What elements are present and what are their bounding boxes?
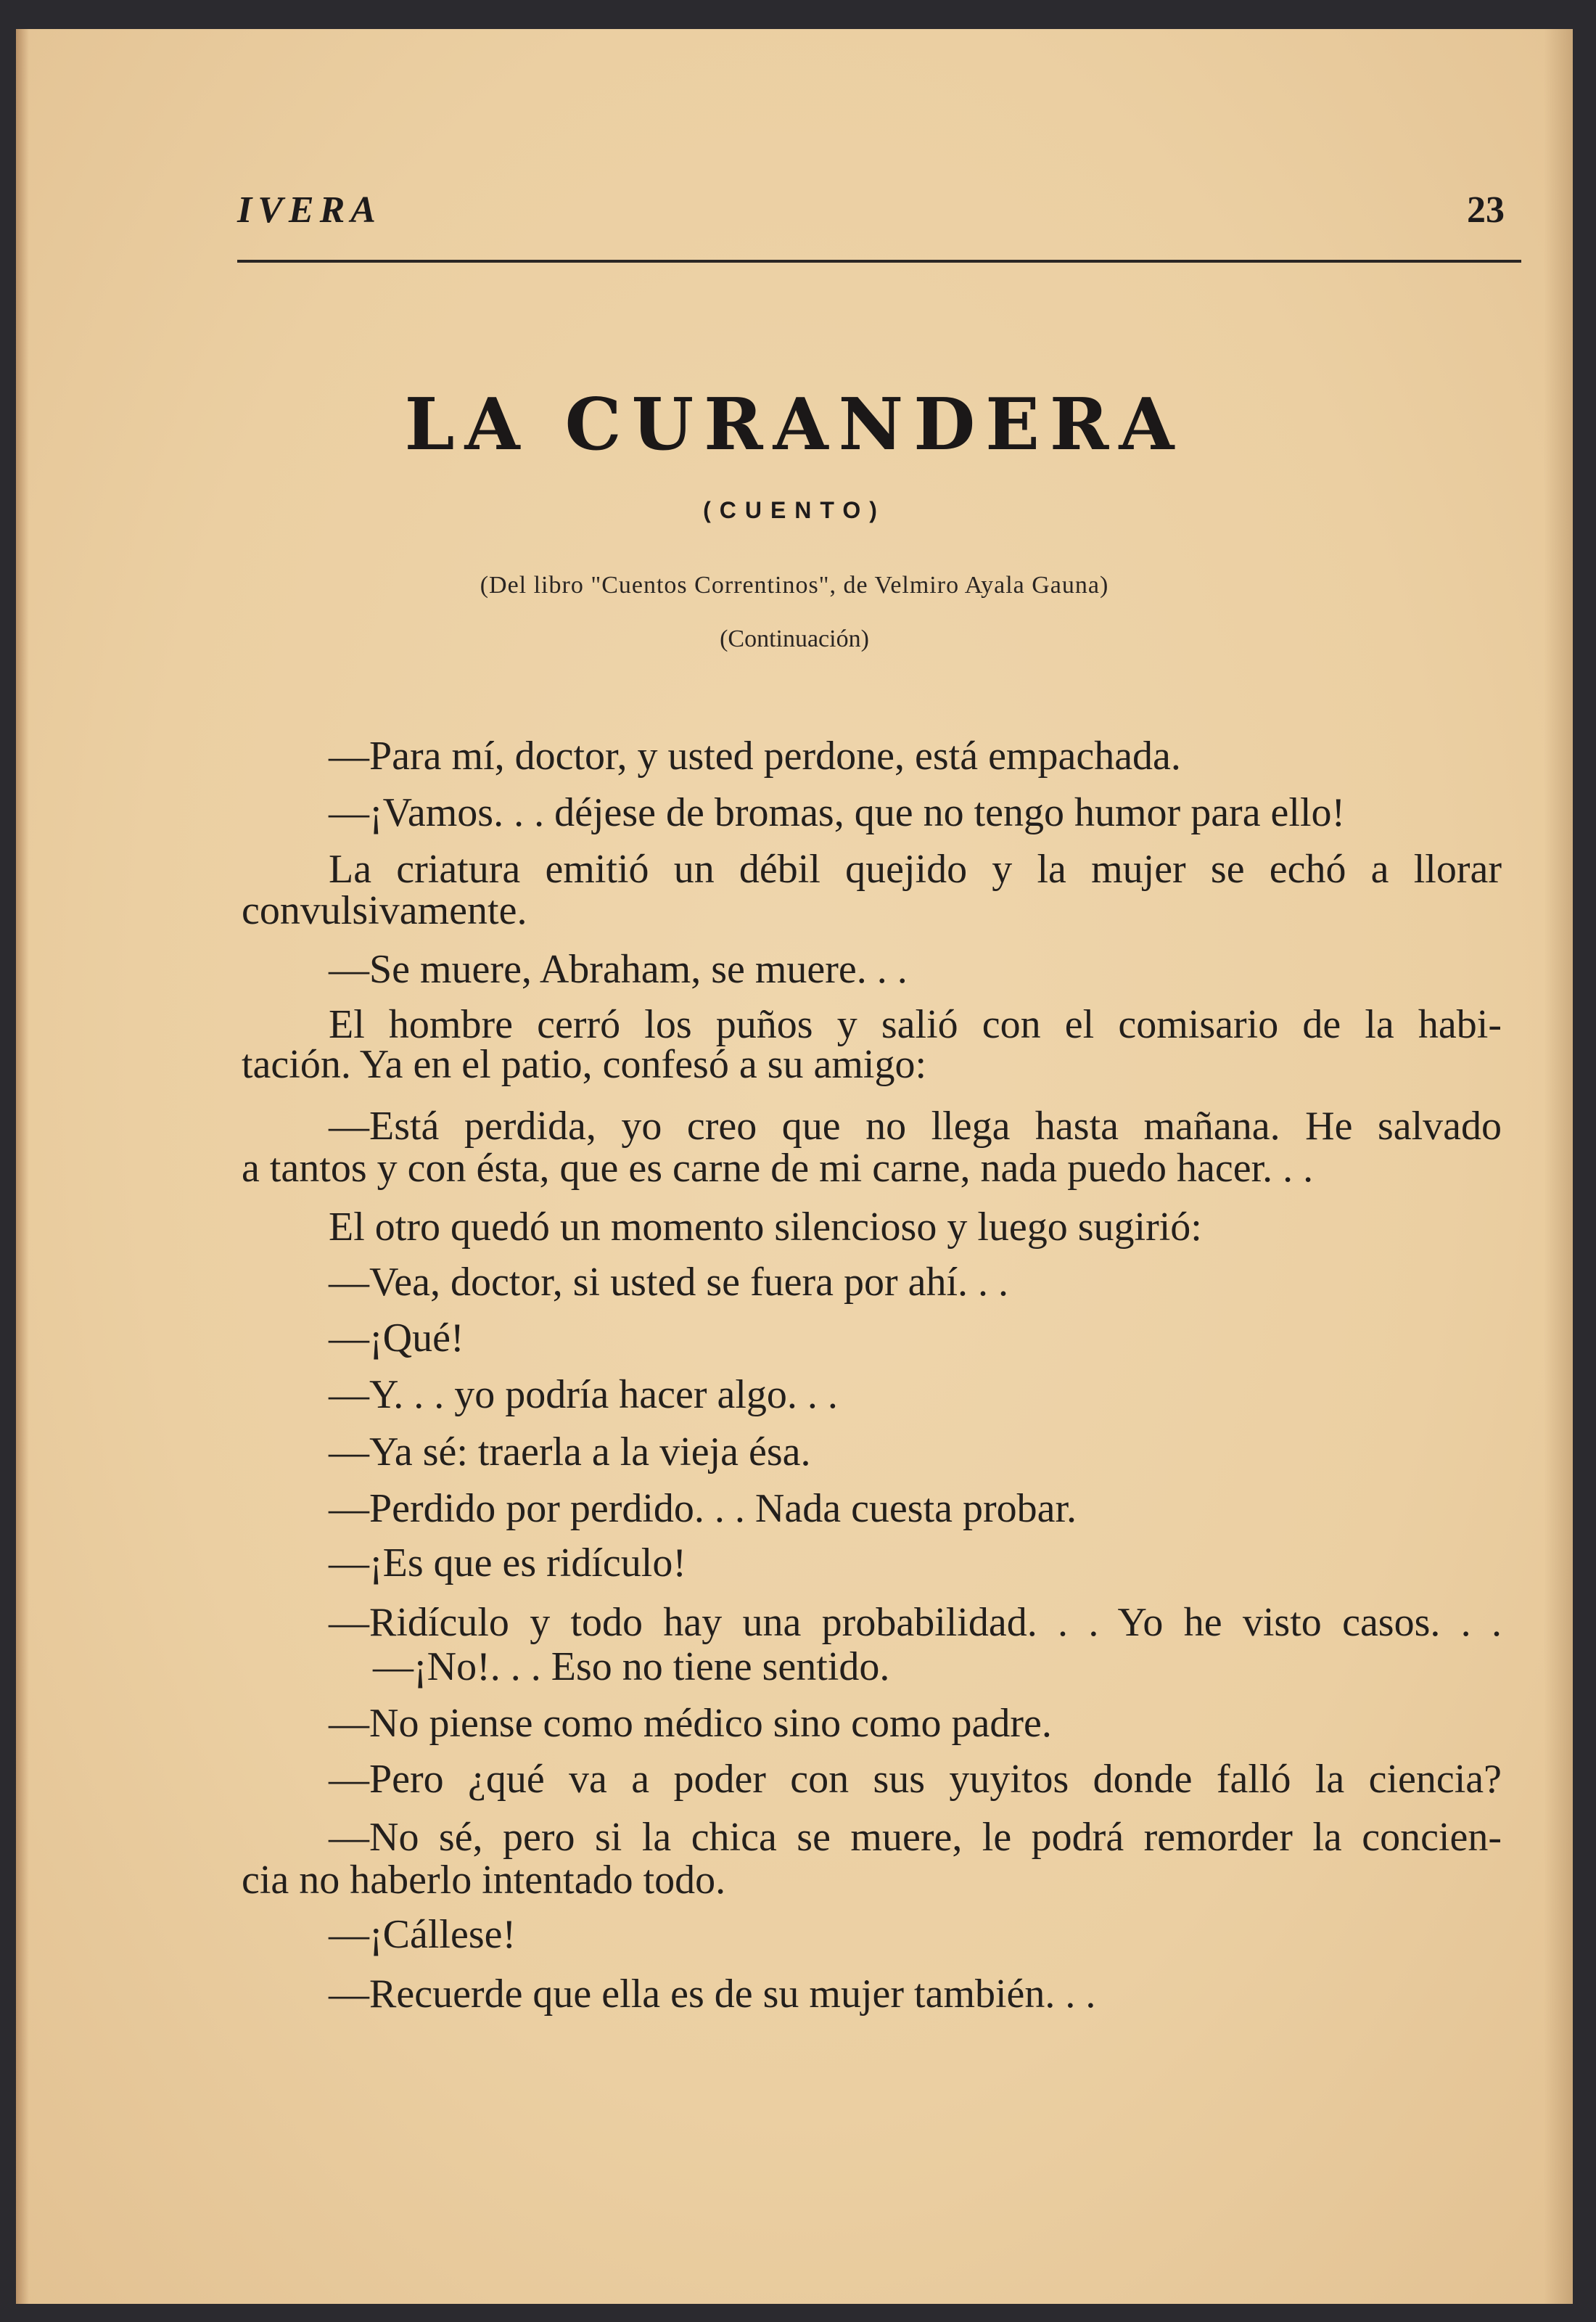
paragraph-first-line: La criatura emitió un débil quejido y la mujer se echó a llorar [329, 847, 1502, 892]
running-header: IVERA [237, 189, 382, 231]
paragraph-continuation-line: convulsivamente. [242, 888, 527, 933]
paragraph-first-line: El hombre cerró los puños y salió con el comisario de la habi- [329, 1002, 1502, 1047]
story-source: (Del libro "Cuentos Correntinos", de Velmiro Ayala Gauna) [480, 572, 1109, 599]
paragraph-first-line: —¡Qué! [329, 1316, 464, 1361]
story-title: LA CURANDERA [404, 383, 1185, 467]
paragraph-first-line: —Recuerde que ella es de su mujer también. . . [329, 1972, 1096, 2017]
paragraph-first-line: —¡No!. . . Eso no tiene sentido. [373, 1644, 890, 1689]
paragraph-first-line: —¡Cállese! [329, 1912, 517, 1957]
paragraph-first-line: —Está perdida, yo creo que no llega hasta mañana. He salvado [329, 1104, 1502, 1149]
paragraph-first-line: El otro quedó un momento silencioso y luego sugirió: [329, 1205, 1202, 1250]
continuation-note: (Continuación) [720, 625, 869, 652]
paragraph-first-line: —Ridículo y todo hay una probabilidad. . . Yo he visto casos. . . [329, 1600, 1502, 1645]
paragraph-first-line: —No sé, pero si la chica se muere, le podrá remorder la concien- [329, 1815, 1502, 1860]
paragraph-first-line: —No piense como médico sino como padre. [329, 1701, 1052, 1746]
header-rule [237, 260, 1521, 263]
paragraph-first-line: —Para mí, doctor, y usted perdone, está empachada. [329, 734, 1181, 779]
page-gutter [16, 29, 29, 2304]
paragraph-first-line: —Ya sé: traerla a la vieja ésa. [329, 1429, 811, 1474]
paragraph-continuation-line: cia no haberlo intentado todo. [242, 1858, 726, 1903]
page-number: 23 [1467, 189, 1505, 231]
paragraph-continuation-line: tación. Ya en el patio, confesó a su amigo: [242, 1042, 927, 1087]
paragraph-first-line: —¡Es que es ridículo! [329, 1541, 686, 1585]
paragraph-first-line: —Y. . . yo podría hacer algo. . . [329, 1372, 838, 1417]
paragraph-continuation-line: a tantos y con ésta, que es carne de mi carne, nada puedo hacer. . . [242, 1146, 1314, 1191]
paragraph-first-line: —¡Vamos. . . déjese de bromas, que no tengo humor para ello! [329, 790, 1346, 835]
paragraph-first-line: —Vea, doctor, si usted se fuera por ahí. . . [329, 1260, 1009, 1305]
paragraph-first-line: —Pero ¿qué va a poder con sus yuyitos donde falló la ciencia? [329, 1757, 1502, 1802]
book-page [16, 29, 1573, 2304]
paragraph-first-line: —Perdido por perdido. . . Nada cuesta probar. [329, 1486, 1077, 1531]
paragraph-first-line: —Se muere, Abraham, se muere. . . [329, 947, 908, 992]
story-genre: (CUENTO) [703, 497, 886, 523]
